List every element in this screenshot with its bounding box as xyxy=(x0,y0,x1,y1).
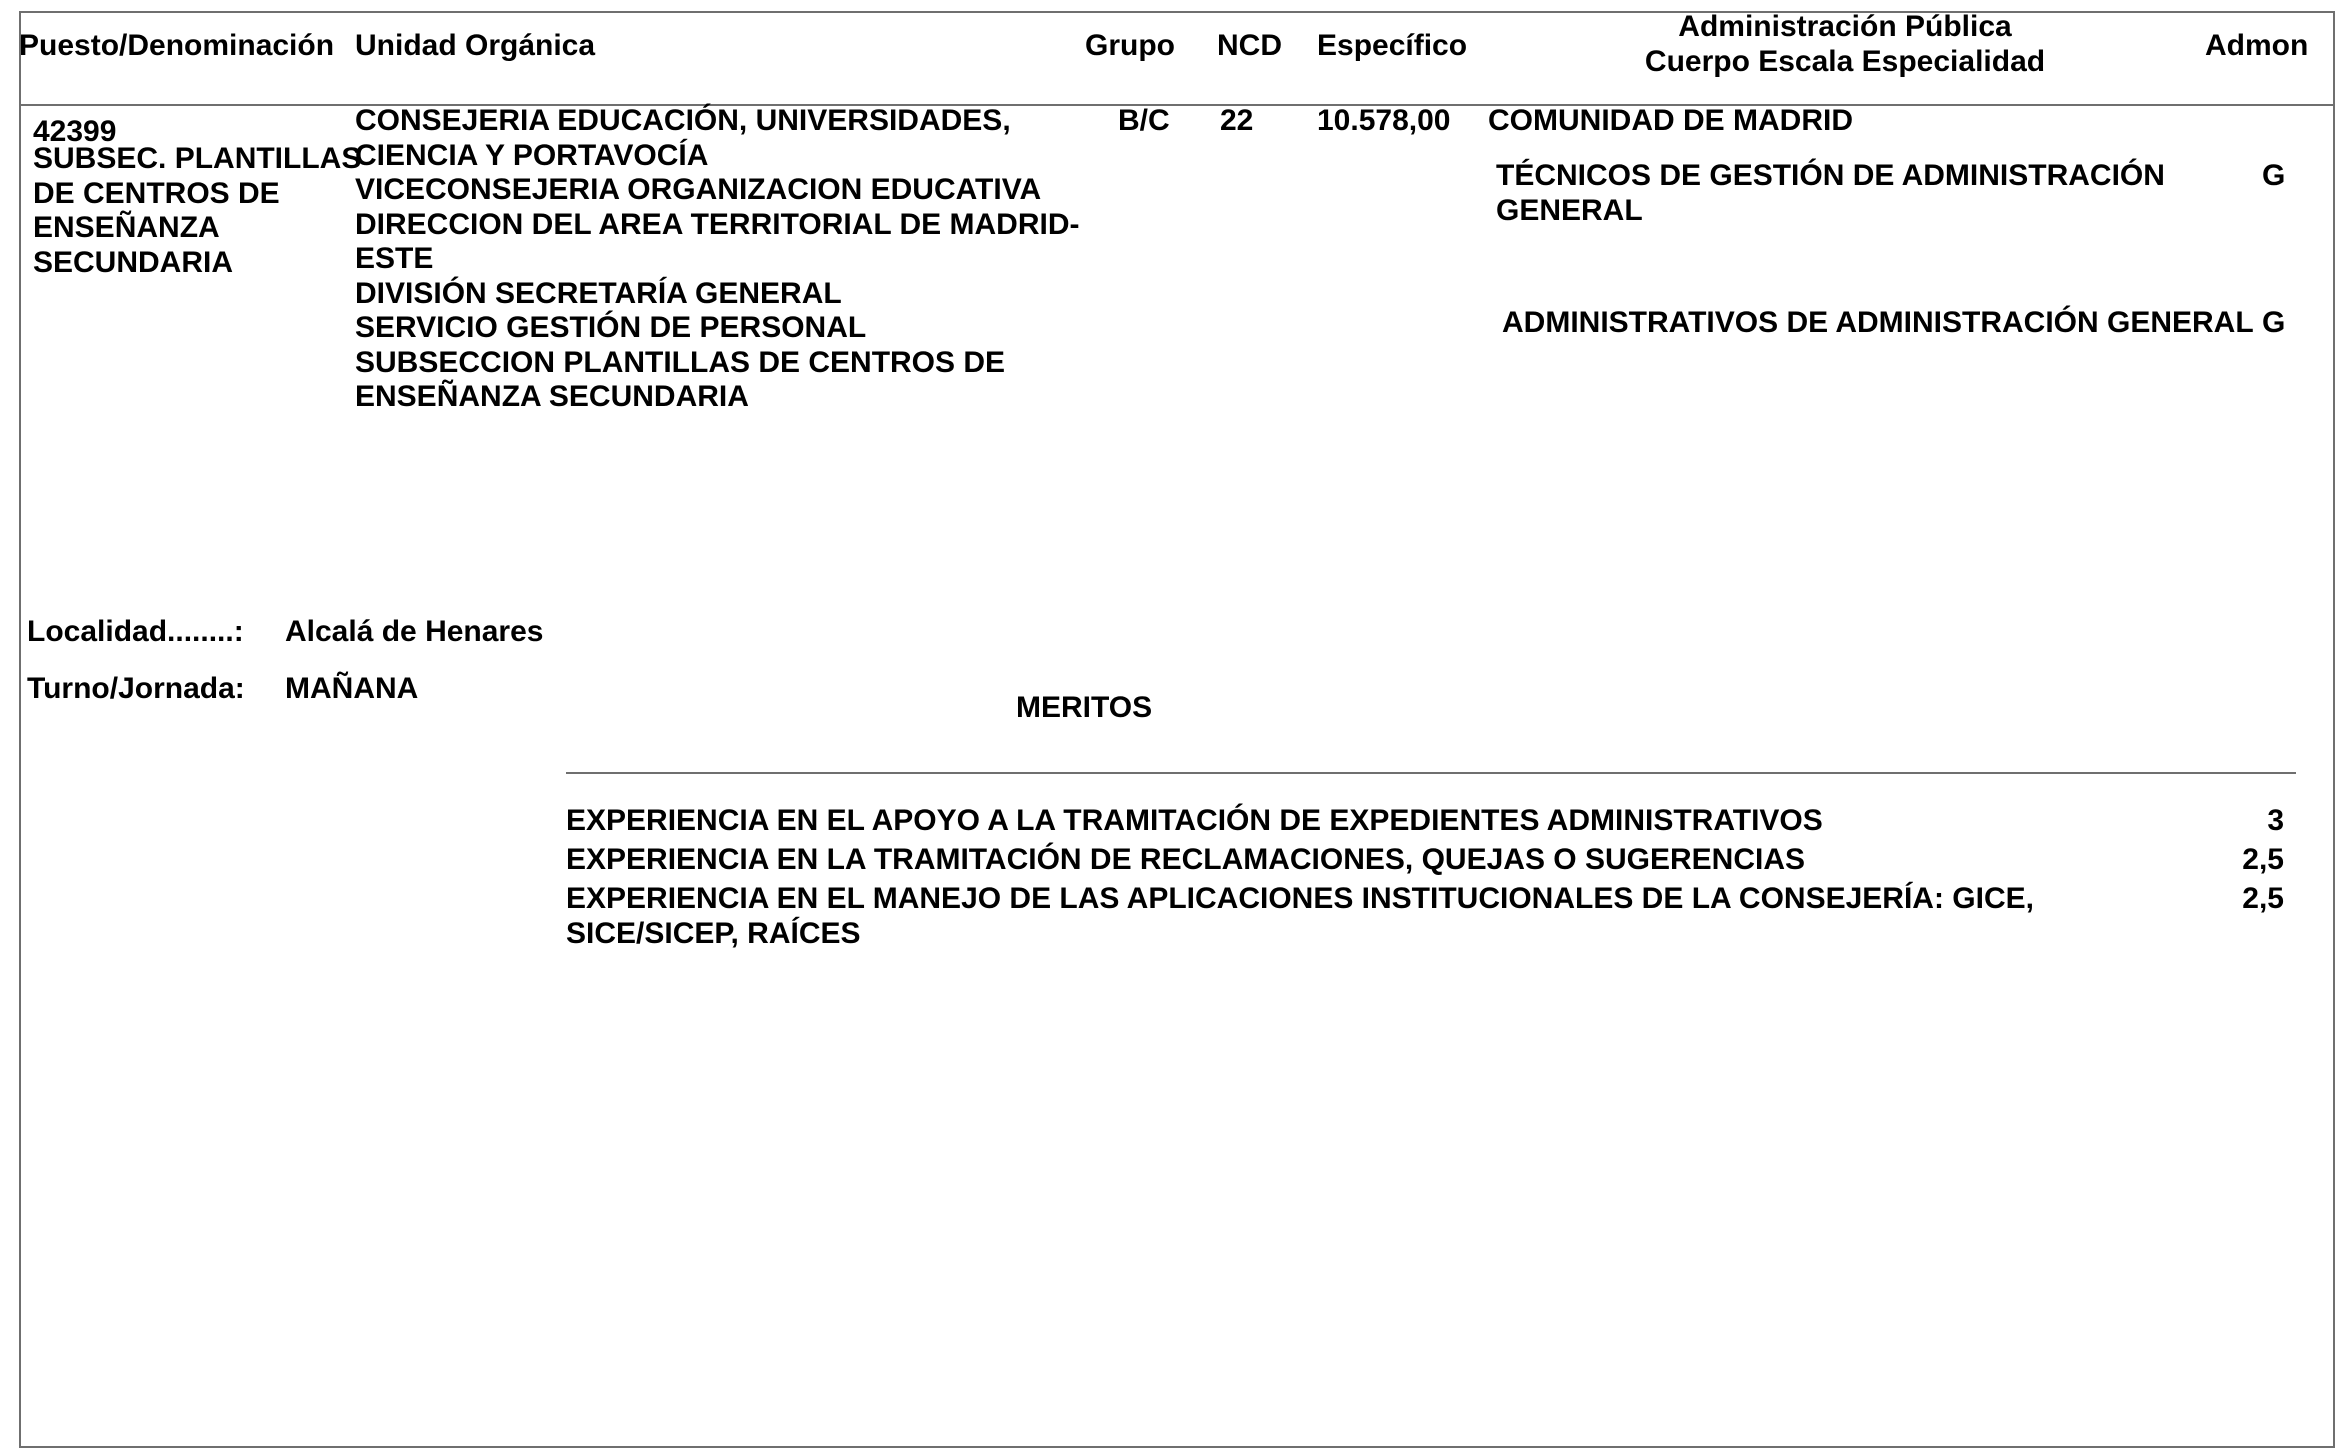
unit-line: SUBSECCION PLANTILLAS DE CENTROS DE xyxy=(355,345,1006,379)
admon-code: G xyxy=(2262,306,2286,339)
position-name-line: SUBSEC. PLANTILLAS xyxy=(33,142,362,175)
position-grupo: B/C xyxy=(1118,104,1170,137)
position-name xyxy=(33,142,361,280)
cuerpo-line: TÉCNICOS DE GESTIÓN DE ADMINISTRACIÓN xyxy=(1496,159,2165,192)
merito-line: EXPERIENCIA EN EL MANEJO DE LAS APLICACIONES INSTITUCIONALES DE LA CONSEJERÍA: GICE, xyxy=(566,882,2034,915)
header-admin-publica: Administración Pública xyxy=(1678,10,2012,43)
unit-line: ESTE xyxy=(355,242,434,275)
merito-line: SICE/SICEP, RAÍCES xyxy=(566,916,861,950)
meritos-divider xyxy=(566,772,2296,774)
merito-item xyxy=(566,882,2034,951)
localidad-label: Localidad........: xyxy=(27,615,244,648)
unit-line: DIVISIÓN SECRETARÍA GENERAL xyxy=(355,276,842,310)
localidad-value: Alcalá de Henares xyxy=(285,615,544,648)
header-cuerpo-escala: Cuerpo Escala Especialidad xyxy=(1644,45,2046,78)
unit-line: VICECONSEJERIA ORGANIZACION EDUCATIVA xyxy=(355,173,1042,206)
header-ncd: NCD xyxy=(1217,29,1282,62)
turno-value: MAÑANA xyxy=(285,672,419,705)
administracion-publica: COMUNIDAD DE MADRID xyxy=(1488,104,1853,137)
header-admon: Admon xyxy=(2205,29,2309,62)
unit-line: CONSEJERIA EDUCACIÓN, UNIVERSIDADES, xyxy=(355,104,1011,137)
position-code: 42399 xyxy=(33,115,117,148)
unit-line: CIENCIA Y PORTAVOCÍA xyxy=(355,138,709,172)
header-puesto: Puesto/Denominación xyxy=(19,29,335,62)
header-unidad: Unidad Orgánica xyxy=(355,29,596,62)
admon-code: G xyxy=(2262,159,2286,192)
unit-line: SERVICIO GESTIÓN DE PERSONAL xyxy=(355,311,867,344)
unidad-organica xyxy=(355,104,1079,415)
merito-points: 2,5 xyxy=(2242,882,2284,915)
position-name-line: SECUNDARIA xyxy=(33,245,234,279)
merito-item: EXPERIENCIA EN LA TRAMITACIÓN DE RECLAMACIONES, QUEJAS O SUGERENCIAS xyxy=(566,843,1805,876)
position-name-line: ENSEÑANZA xyxy=(33,211,220,244)
merito-item: EXPERIENCIA EN EL APOYO A LA TRAMITACIÓN DE EXPEDIENTES ADMINISTRATIVOS xyxy=(566,804,1823,837)
position-ncd: 22 xyxy=(1220,104,1254,137)
merito-points: 3 xyxy=(2267,804,2284,837)
header-grupo: Grupo xyxy=(1085,29,1175,62)
cuerpo-tecnicos xyxy=(1496,159,2165,228)
unit-line: ENSEÑANZA SECUNDARIA xyxy=(355,380,749,413)
cuerpo-administrativos: ADMINISTRATIVOS DE ADMINISTRACIÓN GENERAL xyxy=(1502,306,2254,339)
position-name-line: DE CENTROS DE xyxy=(33,176,280,210)
turno-label: Turno/Jornada: xyxy=(27,672,245,705)
meritos-title: MERITOS xyxy=(1016,691,1153,724)
header-especifico: Específico xyxy=(1317,29,1468,62)
position-especifico: 10.578,00 xyxy=(1317,104,1451,137)
merito-points: 2,5 xyxy=(2242,843,2284,876)
unit-line: DIRECCION DEL AREA TERRITORIAL DE MADRID- xyxy=(355,207,1080,241)
cuerpo-line: GENERAL xyxy=(1496,193,1643,227)
